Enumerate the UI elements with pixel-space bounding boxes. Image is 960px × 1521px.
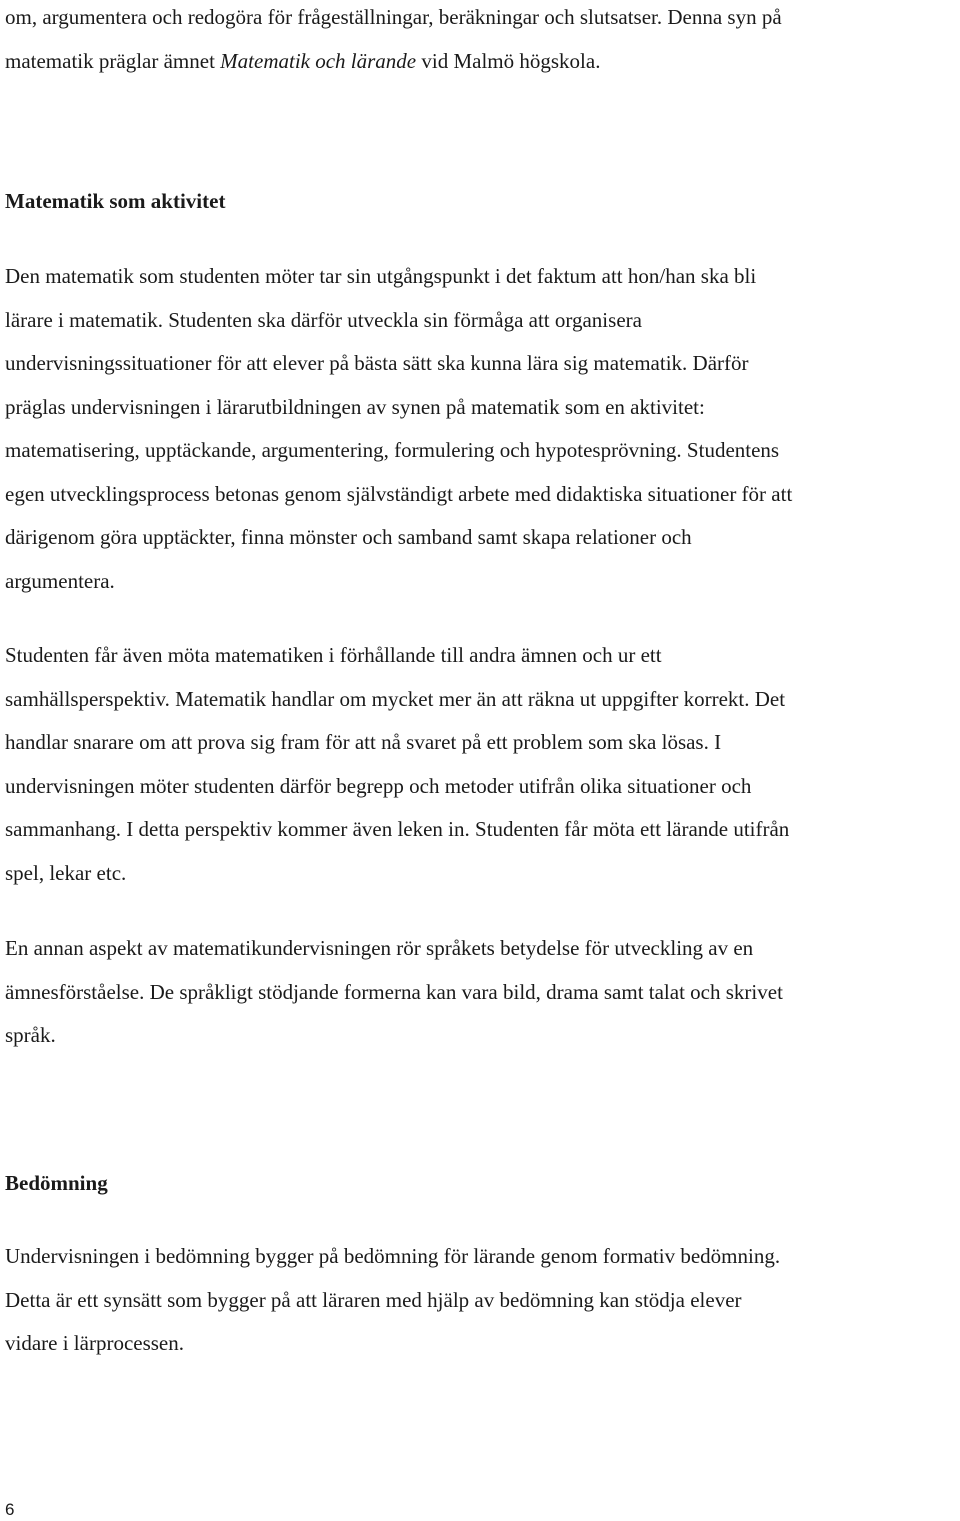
text-line: Studenten får även möta matematiken i förhållande till andra ämnen och ur ett	[5, 643, 662, 667]
assessment-paragraph-1	[5, 1235, 957, 1366]
text-line: matematisering, upptäckande, argumentering, formulering och hypotesprövning. Studentens	[5, 438, 780, 462]
section-heading-activity: Matematik som aktivitet	[5, 189, 226, 213]
text-line: undervisningssituationer för att elever på bästa sätt ska kunna lära sig matematik. Därför	[5, 351, 749, 375]
text-line	[5, 40, 957, 84]
text-line: undervisningen möter studenten därför begrepp och metoder utifrån olika situationer och	[5, 773, 752, 798]
text-line: samhällsperspektiv. Matematik handlar om mycket mer än att räkna ut uppgifter korrekt. Det	[5, 686, 786, 711]
text-line: lärare i matematik. Studenten ska därför utveckla sin förmåga att organisera	[5, 307, 642, 332]
activity-paragraph-1	[5, 255, 957, 603]
text-line: handlar snarare om att prova sig fram för att nå svaret på ett problem som ska lösas. I	[5, 730, 722, 754]
text-line: därigenom göra upptäckter, finna mönster och samband samt skapa relationer och	[5, 525, 692, 549]
text-line: Detta är ett synsätt som bygger på att läraren med hjälp av bedömning kan stödja elever	[5, 1287, 742, 1312]
page-number: 6	[5, 1500, 15, 1519]
text-span: matematik präglar ämnet	[5, 48, 221, 73]
intro-paragraph	[5, 0, 957, 83]
text-line: Undervisningen i bedömning bygger på bedömning för lärande genom formativ bedömning.	[5, 1244, 781, 1268]
text-line: argumentera.	[5, 568, 115, 593]
section-heading-assessment: Bedömning	[5, 1171, 108, 1195]
text-span: vid Malmö högskola.	[416, 48, 601, 73]
text-line: Den matematik som studenten möter tar sin utgångspunkt i det faktum att hon/han ska bli	[5, 264, 757, 288]
text-line: präglas undervisningen i lärarutbildningen av synen på matematik som en aktivitet:	[5, 394, 705, 419]
text-line: vidare i lärprocessen.	[5, 1331, 185, 1355]
text-line: spel, lekar etc.	[5, 860, 127, 885]
text-line: om, argumentera och redogöra för frågeställningar, beräkningar och slutsatser. Denna syn på	[5, 5, 782, 29]
course-name-italic: Matematik och lärande	[220, 48, 417, 73]
activity-paragraph-3	[5, 927, 957, 1058]
text-line: En annan aspekt av matematikundervisningen rör språkets betydelse för utveckling av en	[5, 936, 754, 960]
text-line: egen utvecklingsprocess betonas genom självständigt arbete med didaktiska situationer för att	[5, 481, 793, 506]
text-line: ämnesförståelse. De språkligt stödjande formerna kan vara bild, drama samt talat och skrivet	[5, 979, 783, 1004]
activity-paragraph-2	[5, 634, 957, 895]
text-line: språk.	[5, 1023, 56, 1047]
text-line: sammanhang. I detta perspektiv kommer även leken in. Studenten får möta ett lärande utifrån	[5, 817, 790, 841]
